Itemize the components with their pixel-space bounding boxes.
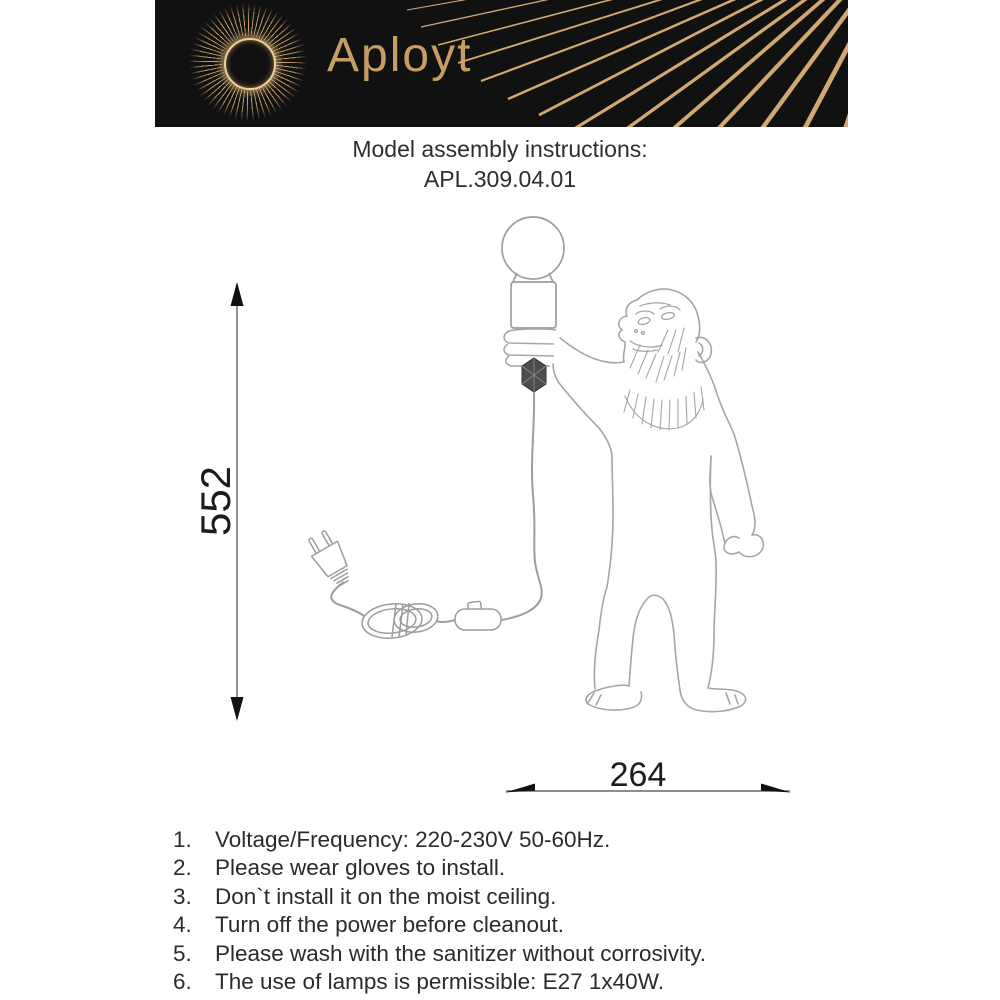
power-plug [304, 527, 358, 590]
light-bulb-icon [502, 217, 564, 279]
item-number: 5. [173, 940, 192, 966]
item-number: 2. [173, 855, 192, 881]
width-dimension [505, 756, 791, 794]
brand-logo-text: Aployt [327, 29, 473, 82]
list-item [173, 940, 853, 968]
item-number: 1. [173, 827, 192, 852]
item-text: Don`t install it on the moist ceiling. [215, 883, 557, 909]
list-item [173, 968, 853, 996]
page-title: Model assembly instructions: [352, 136, 648, 162]
list-item [173, 854, 853, 882]
item-text: Turn off the power before cleanout. [215, 912, 564, 938]
list-item [173, 826, 853, 854]
model-number: APL.309.04.01 [423, 166, 577, 192]
item-number: 3. [173, 883, 192, 909]
height-value: 552 [192, 465, 239, 537]
bulb-and-socket [502, 217, 564, 328]
item-text: Voltage/Frequency: 220-230V 50-60Hz. [215, 827, 611, 852]
list-item [173, 883, 853, 911]
instruction-list [173, 826, 853, 996]
item-text: Please wear gloves to install. [215, 855, 506, 881]
finial-bead [522, 358, 546, 392]
list-item [173, 911, 853, 939]
power-cord [331, 392, 541, 622]
item-text: Please wash with the sanitizer without corrosivity. [215, 940, 707, 966]
cord-coil [360, 601, 439, 641]
width-value: 264 [609, 756, 667, 794]
item-number: 4. [173, 912, 192, 938]
height-dimension [192, 282, 244, 721]
item-number: 6. [173, 969, 192, 995]
item-text: The use of lamps is permissible: E27 1x40W. [215, 969, 664, 995]
lamp-socket [511, 282, 556, 328]
monkey-figure [553, 289, 763, 712]
inline-switch [455, 601, 501, 630]
